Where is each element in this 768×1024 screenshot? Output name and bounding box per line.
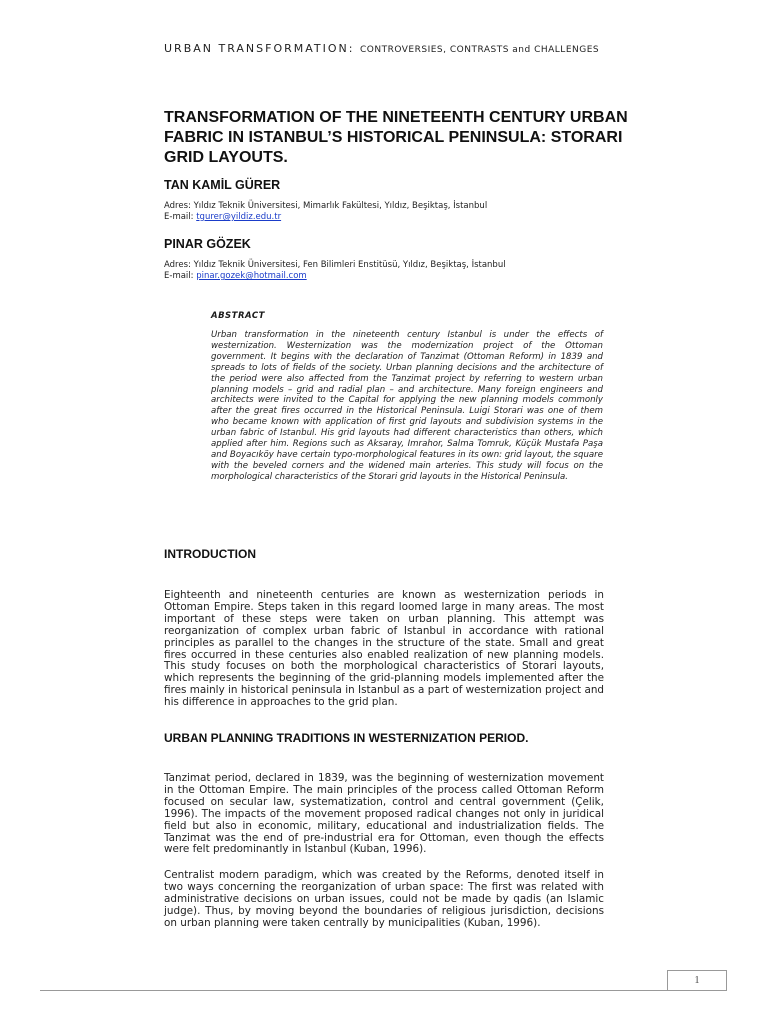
author-email-line-2 — [164, 271, 506, 282]
running-header-main: URBAN TRANSFORMATION: — [164, 42, 355, 55]
author-email-link-1[interactable]: tgurer@yildiz.edu.tr — [196, 212, 282, 222]
running-header-sub: CONTROVERSIES, CONTRASTS and CHALLENGES — [360, 45, 600, 55]
abstract-body: Urban transformation in the nineteenth century Istanbul is under the effects of westernization. Westernization was the modernization project of the Ottoman government. It begins with the declaration of Tanzimat (Ottoman Reform) in 1839 and spreads to lots of fields of the society. Urban planning decisions and the architecture of the period were also affected from the Tanzimat project by referring to western urban planning models – grid and radial plan – and architecture. Many foreign engineers and architects were invited to the Capital for applying the new planning models commonly after the great fires occurred in the Historical Peninsula. Luigi Storari was one of them who became known with application of first grid layouts and subdivision systems in the urban fabric of Istanbul. His grid layouts had different characteristics than others, which applied after him. Regions such as Aksaray, Imrahor, Salma Tomruk, Küçük Mustafa Paşa and Boyacıköy have certain typo-morphological features in its own: grid layout, the square with the beveled corners and the widened main arteries. This study will focus on the morphological characteristics of the Storari grid layouts in the Historical Peninsula. — [211, 330, 603, 482]
author-email-link-2[interactable]: pinar.gozek@hotmail.com — [196, 271, 307, 281]
author-email-line-1 — [164, 212, 487, 223]
email-label: E-mail: — [164, 271, 194, 281]
author-name-1: TAN KAMİL GÜRER — [164, 178, 281, 192]
abstract-heading: ABSTRACT — [211, 311, 265, 321]
page-number: 1 — [667, 970, 727, 991]
introduction-paragraph: Eighteenth and nineteenth centuries are known as westernization periods in Ottoman Empire. Steps taken in this regard loomed large in many areas. The most important of these steps were taken on urban planning. This attempt was reorganization of complex urban fabric of Istanbul in accordance with rational principles as parallel to the changes in the structure of the state. Small and great fires occurred in these centuries also enabled realization of new planning models. This study focuses on both the morphological characteristics of Storari layouts, which represents the beginning of the grid-planning models implemented after the fires mainly in historical peninsula in Istanbul as a part of westernization project and his difference in approaches to the grid plan. — [164, 589, 604, 709]
author-address-1: Adres: Yıldız Teknik Üniversitesi, Mimarlık Fakültesi, Yıldız, Beşiktaş, İstanbul — [164, 201, 488, 211]
footer-rule — [40, 990, 726, 991]
urban-planning-heading: URBAN PLANNING TRADITIONS IN WESTERNIZATION PERIOD. — [164, 731, 529, 745]
author-name-2: PINAR GÖZEK — [164, 237, 251, 251]
urban-planning-paragraph-2: Centralist modern paradigm, which was created by the Reforms, denoted itself in two ways concerning the reorganization of urban space: The first was related with administrative decisions on urban issues, could not be made by qadis (an Islamic judge). Thus, by moving beyond the boundaries of religious jurisdiction, decisions on urban planning were taken centrally by municipalities (Kuban, 1996). — [164, 869, 604, 929]
paper-title: TRANSFORMATION OF THE NINETEENTH CENTURY URBAN FABRIC IN ISTANBUL’S HISTORICAL PENINSULA: STORARI GRID LAYOUTS. — [164, 109, 628, 166]
author-affiliation-2 — [164, 260, 506, 282]
email-label: E-mail: — [164, 212, 194, 222]
running-header — [164, 42, 599, 55]
urban-planning-paragraph-1: Tanzimat period, declared in 1839, was the beginning of westernization movement in the Ottoman Empire. The main principles of the process called Ottoman Reform focused on secular law, systematization, control and central government (Çelik, 1996). The impacts of the movement proposed radical changes not only in juridical field but also in economic, military, educational and industrialization fields. The Tanzimat was the end of pre-industrial era for Ottoman, even though the effects were felt predominantly in Istanbul (Kuban, 1996). — [164, 772, 604, 856]
introduction-heading: INTRODUCTION — [164, 547, 256, 561]
author-affiliation-1 — [164, 201, 487, 223]
author-address-2: Adres: Yıldız Teknik Üniversitesi, Fen Bilimleri Enstitüsü, Yıldız, Beşiktaş, İstanbul — [164, 260, 506, 270]
